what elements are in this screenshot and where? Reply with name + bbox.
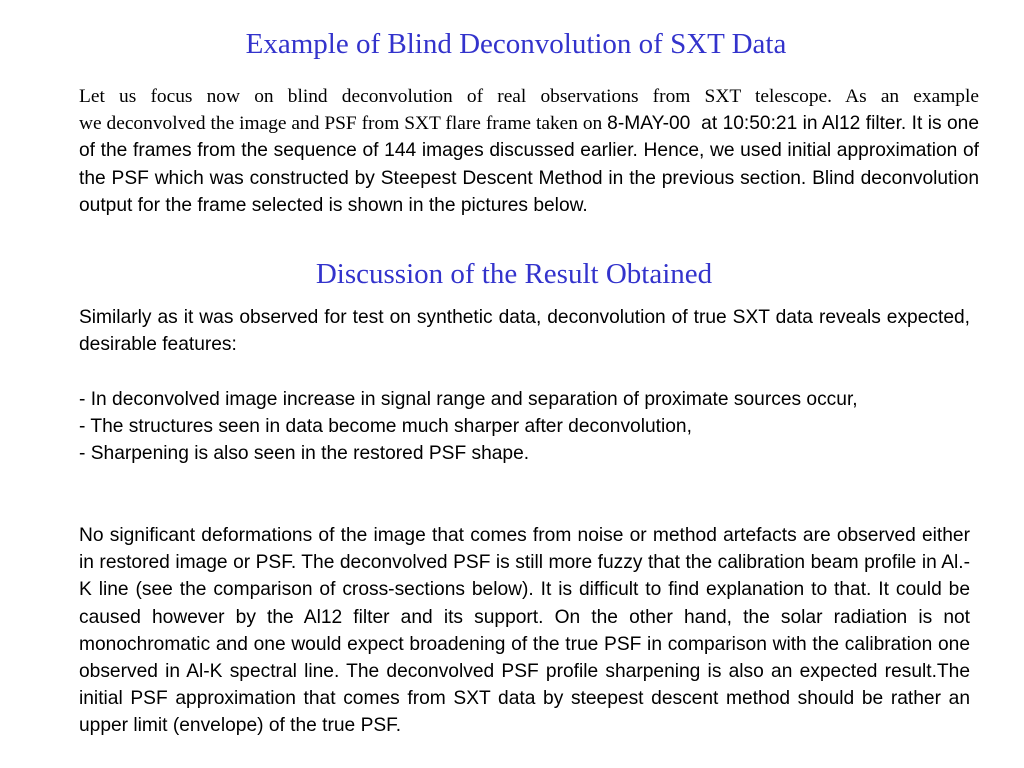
observation-date: 8-MAY-00 [607, 113, 691, 135]
page-title: Example of Blind Deconvolution of SXT Data [245, 28, 787, 60]
discussion-intro: Similarly as it was observed for test on synthetic data, deconvolution of true SXT data reveals expected, desirable features: [79, 307, 970, 356]
list-item: - In deconvolved image increase in signal range and separation of proximate sources occur, [79, 389, 858, 410]
list-item: - Sharpening is also seen in the restored PSF shape. [79, 443, 530, 465]
list-item: - The structures seen in data become much sharper after deconvolution, [79, 416, 692, 438]
intro-serif-text: we deconvolved the image and PSF from SXT flare frame taken on [79, 113, 608, 135]
intro-rest-text: in Al12 filter. It is one of the frames from the sequence of 144 images discussed earlier. Hence, we used initial approximation of the PSF which was constructed by Steepest Descent Method in the previous section. Blind deconvolution output for the frame selected is shown in the pictures below. [79, 113, 979, 216]
intro-lead-line: Let us focus now on blind deconvolution of real observations from SXT telescope. As an example [79, 86, 979, 107]
section-heading: Discussion of the Result Obtained [315, 258, 713, 290]
observation-time: 10:50:21 [722, 113, 798, 135]
closing-paragraph: No significant deformations of the image that comes from noise or method artefacts are observed either in restored image or PSF. The deconvolved PSF is still more fuzzy that the calibration beam profile in Al.-K line (see the comparison of cross-sections below). It is difficult to find explanation to that. It could be caused however by the Al12 filter and its support. On the other hand, the solar radiation is not monochromatic and one would expect broadening of the true PSF in comparison with the calibration one observed in Al-K spectral line. The deconvolved PSF profile sharpening is also an expected result.The initial PSF approximation that comes from SXT data by steepest descent method should be rather an upper limit (envelope) of the true PSF. [79, 525, 970, 737]
time-prefix: at [690, 113, 723, 135]
feature-list [79, 386, 970, 468]
intro-paragraph [79, 83, 979, 219]
